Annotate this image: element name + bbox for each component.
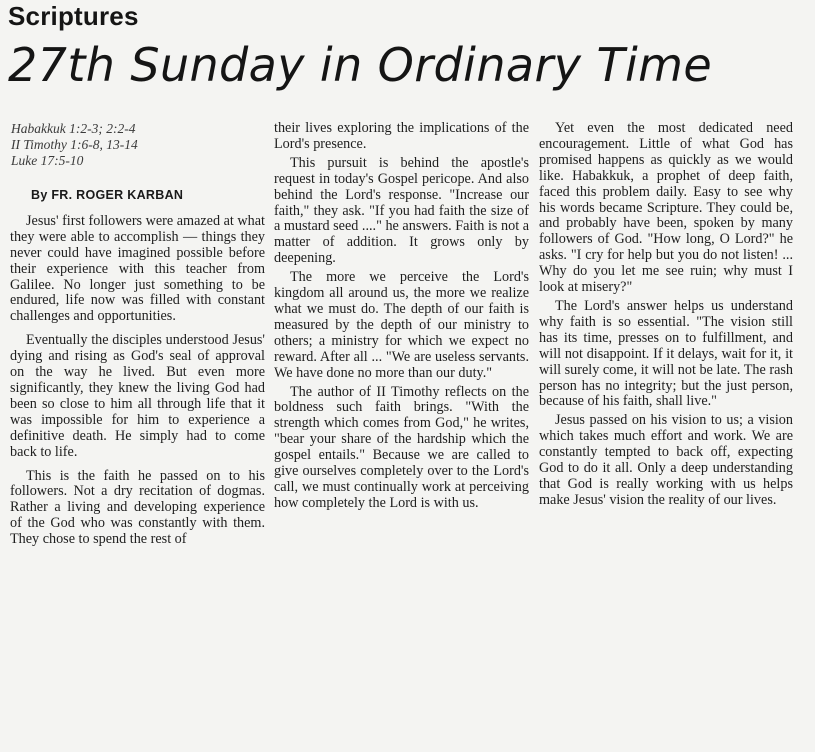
paragraph: Jesus' first followers were amazed at what they were able to accomplish — things they never could have imagined possible before their experience with this teacher from Galilee. No longer just something to be endured, life now was filled with constant challenges and opportunities. xyxy=(10,212,265,325)
byline: By FR. ROGER KARBAN xyxy=(31,188,184,202)
column-1 xyxy=(10,121,265,556)
paragraph: The Lord's answer helps us understand why faith is so essential. "The vision still has its time, presses on to fulfillment, and will not disappoint. If it delays, wait for it, it will surely come, it will not be late. The rash person has no integrity; but the just person, because of his faith, shall live." xyxy=(539,297,793,410)
paragraph: The more we perceive the Lord's kingdom all around us, the more we realize what we must do. The depth of our faith is measured by the depth of our ministry to others; a ministry for which we expect no reward. After all ... "We are useless servants. We have done no more than our duty." xyxy=(274,269,529,381)
column-3 xyxy=(539,121,793,512)
section-label: Scriptures xyxy=(8,1,139,31)
column-2 xyxy=(274,121,529,515)
paragraph: This is the faith he passed on to his followers. Not a dry recitation of dogmas. Rather a living and developing experience of the God who was constantly with them. They chose to spend the rest of xyxy=(10,467,265,548)
paragraph: Yet even the most dedicated need encouragement. Little of what God has promised happens as quickly as we would like. Habakkuk, a prophet of deep faith, faced this problem daily. Easy to see why his words became Scripture. They could be, and probably have been, spoken by many followers of God. "How long, O Lord?" he asks. "I cry for help but you do not listen! ... Why do you let me see ruin; why must I look at misery?" xyxy=(539,120,793,296)
paragraph: This pursuit is behind the apostle's request in today's Gospel pericope. And also behind the Lord's response. "Increase our faith," they ask. "If you had faith the size of a mustard seed ...." he answers. Faith is not a matter of addition. It grows only by deepening. xyxy=(274,154,529,267)
paragraph: their lives exploring the implications of the Lord's presence. xyxy=(274,120,529,152)
paragraph: Eventually the disciples understood Jesus' dying and rising as God's seal of approval on the way he lived. But even more significantly, they knew the living God had been so close to him all through life that it was impossible for him to experience a definitive death. He simply had to come back to life. xyxy=(10,332,265,460)
reading-1: Habakkuk 1:2-3; 2:2-4 xyxy=(11,121,136,136)
paragraph: The author of II Timothy reflects on the boldness such faith brings. "With the strength which comes from God," he writes, "bear your share of the hardship which the gospel entails." Because we are called to give ourselves completely over to the Lord's call, we must continually work at perceiving how completely the Lord is with us. xyxy=(274,383,529,511)
paragraph: Jesus passed on his vision to us; a vision which takes much effort and work. We are constantly tempted to back off, expecting God to do it all. Only a deep understanding that God is really working with us helps make Jesus' vision the reality of our lives. xyxy=(539,412,793,508)
article-title: 27th Sunday in Ordinary Time xyxy=(8,38,713,92)
reading-3: Luke 17:5-10 xyxy=(11,153,84,168)
reading-2: II Timothy 1:6-8, 13-14 xyxy=(11,137,138,152)
scripture-readings xyxy=(11,121,265,169)
